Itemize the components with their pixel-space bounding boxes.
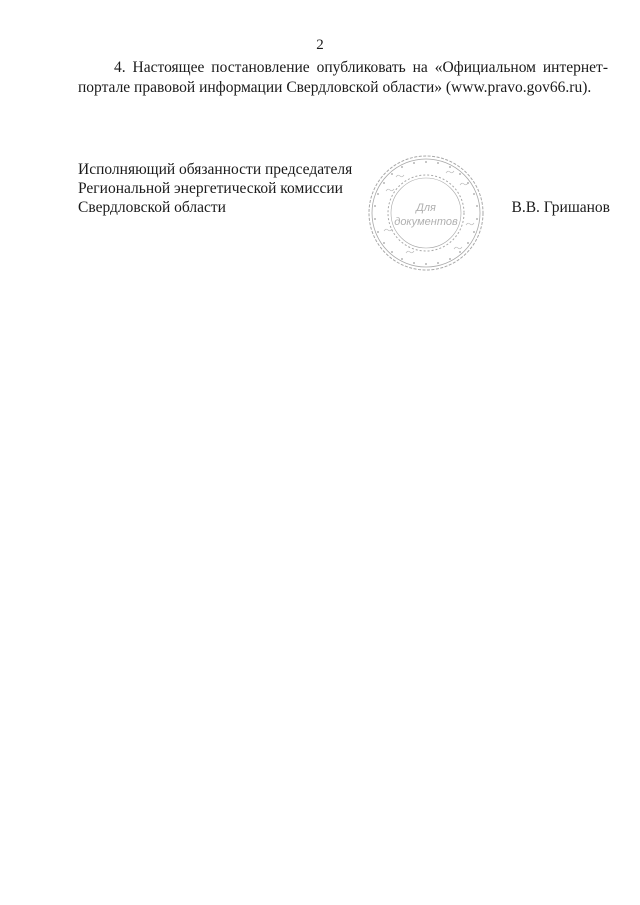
seal-center-line-1: Для xyxy=(416,202,436,214)
paragraph-line-1: 4. Настоящее постановление опубликовать на «Официальном интернет- xyxy=(114,59,608,76)
body-paragraph xyxy=(78,58,608,98)
seal-center-line-2: документов xyxy=(394,216,458,228)
signatory-title xyxy=(78,160,378,217)
page-number: 2 xyxy=(316,37,324,53)
paragraph-line-2: портале правовой информации Свердловской области» (www.pravo.gov66.ru). xyxy=(78,79,592,96)
signatory-title-line-1: Исполняющий обязанности председателя xyxy=(78,161,353,178)
signatory-title-line-2: Региональной энергетической комиссии xyxy=(78,180,343,197)
signer-name: В.В. Гришанов xyxy=(511,199,610,216)
signatory-title-line-3: Свердловской области xyxy=(78,199,226,216)
official-seal xyxy=(366,153,486,273)
seal-icon xyxy=(366,153,486,273)
